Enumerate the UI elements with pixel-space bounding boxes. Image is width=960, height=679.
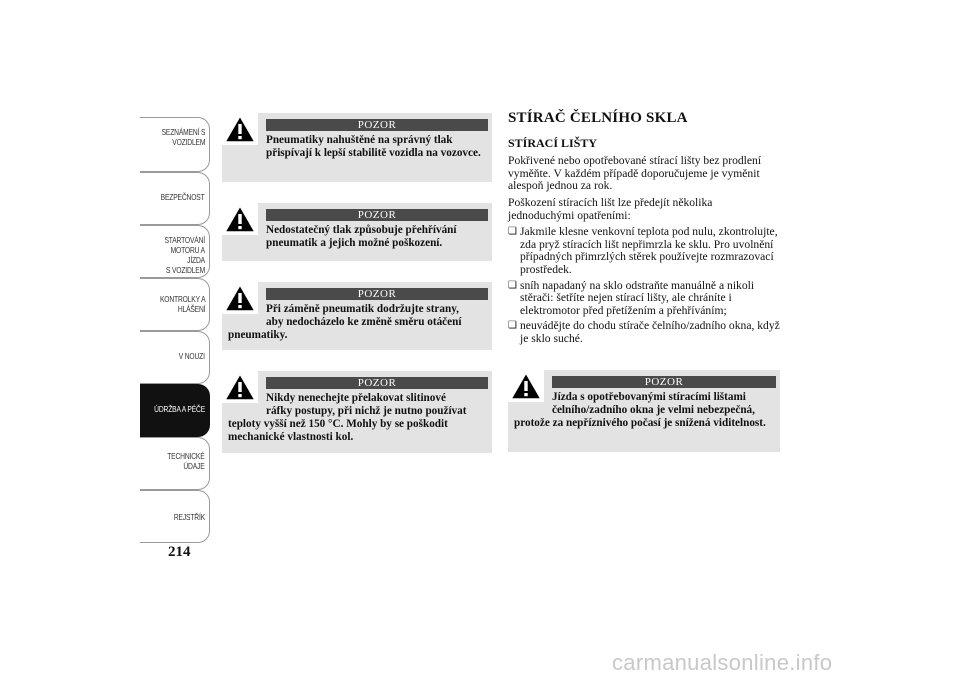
tab-label: TECHNICKÉ ÚDAJE: [167, 452, 205, 471]
tab-label: BEZPEČNOST: [161, 193, 205, 202]
paragraph: Poškození stíracích lišt lze předejít několika jednoduchými opatřeními:: [508, 195, 713, 222]
warning-box: [222, 282, 492, 350]
section-subtitle: STÍRACÍ LIŠTY: [508, 135, 598, 150]
tab-label: KONTROLKY A HLÁŠENÍ: [159, 295, 205, 314]
warning-title: POZOR: [266, 119, 488, 131]
tab-label: STARTOVÁNÍ MOTORU A JÍZDA S VOZIDLEM: [164, 236, 205, 275]
warning-text: čelního/zadního okna je velmi nebezpečná, protože za nepříznivého počasí je snížená viditelnost.: [514, 404, 766, 429]
tab-technicke[interactable]: [140, 437, 210, 490]
warning-text-line: Nedostatečný tlak způsobuje přehřívání: [266, 224, 457, 236]
section-title: STÍRAČ ČELNÍHO SKLA: [508, 110, 688, 126]
warning-box: [222, 203, 492, 261]
warning-text-line: Při záměně pneumatik dodržujte strany,: [266, 303, 459, 315]
tab-label: ÚDRŽBA A PÉČE: [154, 405, 205, 414]
warning-title: POZOR: [266, 377, 488, 389]
warning-title: POZOR: [266, 209, 488, 221]
tab-label: REJSTŘÍK: [173, 513, 205, 522]
tab-rejstrik[interactable]: [140, 490, 210, 543]
warning-text: pneumatik a jejich možné poškození.: [266, 237, 443, 249]
warning-text-line: Pneumatiky nahuštěné na správný tlak: [266, 134, 453, 146]
bullet-list: [508, 226, 780, 345]
list-item: ❏ Jakmile klesne venkovní teplota pod nulu, zkontrolujte, zda pryž stíracích lišt nepřimrzla ke sklu. Pro uvolnění případných přimrzlých stěrek používejte rozmrazovací prostředek.: [508, 226, 780, 276]
tab-kontrolky[interactable]: [140, 278, 210, 331]
list-item: ❏ neuvádějte do chodu stírače čelního/zadního okna, když je sklo suché.: [508, 320, 780, 345]
page-number: 214: [168, 544, 191, 560]
watermark: carmanualsonline.info: [612, 650, 833, 675]
warning-text: přispívají k lepší stabilitě vozidla na vozovce.: [266, 147, 481, 159]
warning-text-line: Nikdy nenechejte přelakovat slitinové: [266, 392, 446, 404]
warning-title: POZOR: [552, 376, 776, 388]
warning-box: [222, 371, 492, 453]
tab-v-nouzi[interactable]: [140, 331, 210, 384]
paragraph: Pokřivené nebo opotřebované stírací lišty bez prodlení vyměňte. V každém případě doporučujeme je vyměnit alespoň jednou za rok.: [508, 154, 762, 193]
warning-text-line: Jízda s opotřebovanými stíracími lištami: [552, 391, 746, 403]
tab-seznameni[interactable]: [140, 117, 210, 172]
warning-box: [508, 370, 780, 452]
list-item: ❏ sníh napadaný na sklo odstraňte manuálně a nikoli stěrači: šetříte nejen stírací lišty, ale chráníte i elektromotor před přetížením a přehříváním;: [508, 280, 780, 318]
warning-text: ráfky postupy, při nichž je nutno používat teploty vyšší než 150 °C. Mohly by se poškodit mechanické vlastnosti kol.: [228, 405, 467, 443]
warning-box: [222, 113, 492, 182]
tab-udrzba[interactable]: [140, 384, 210, 437]
content-column: [508, 112, 780, 349]
tab-startovani[interactable]: [140, 225, 210, 278]
warning-text: aby nedocházelo ke změně směru otáčení pneumatiky.: [228, 316, 462, 341]
tab-bezpecnost[interactable]: [140, 172, 210, 225]
tab-label: V NOUZI: [178, 352, 205, 361]
tab-label: SEZNÁMENÍ S VOZIDLEM: [161, 128, 205, 147]
warning-title: POZOR: [266, 288, 488, 300]
